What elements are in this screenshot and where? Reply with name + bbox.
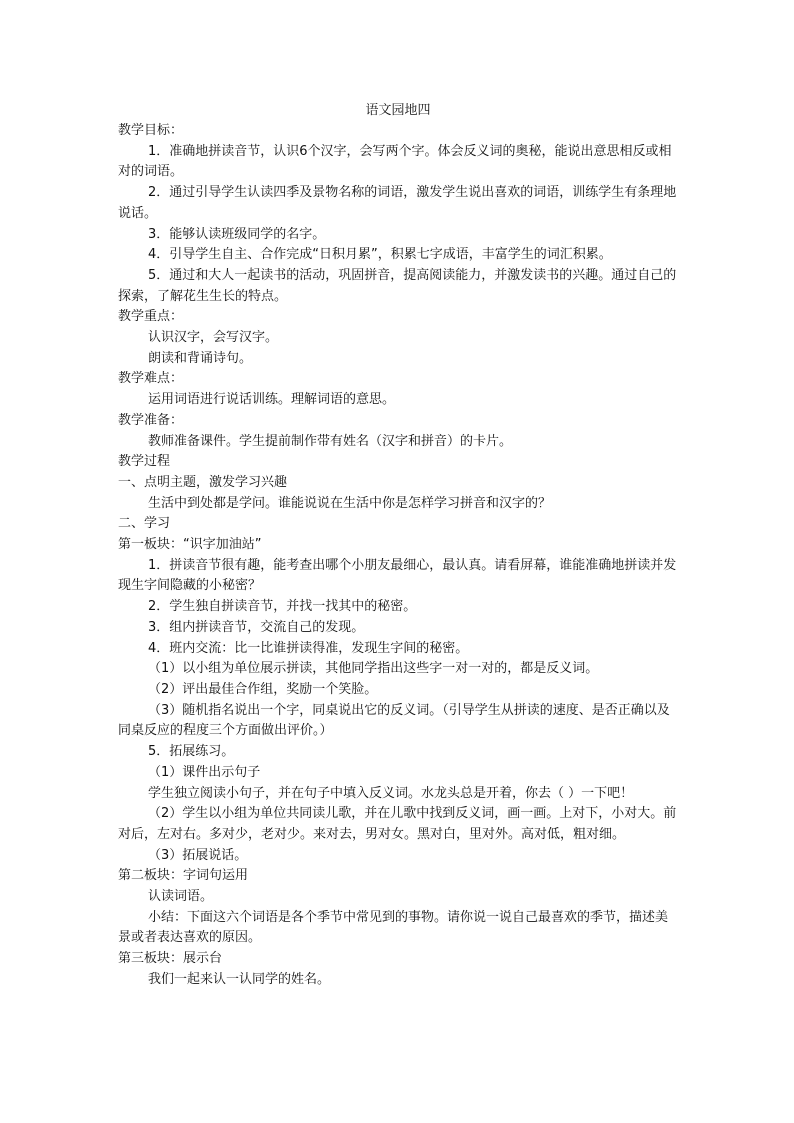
paragraph: （2）学生以小组为单位共同读儿歌，并在儿歌中找到反义词，画一画。上对下，小对大。前对后，左对右。多对少，老对少。来对去，男对女。黑对白，里对外。高对低，粗对细。 bbox=[118, 806, 677, 842]
paragraph: 教师准备课件。学生提前制作带有姓名（汉字和拼音）的卡片。 bbox=[148, 433, 513, 449]
paragraph: （1）课件出示句子 bbox=[148, 764, 261, 780]
paragraph: 认识汉字，会写汉字。 bbox=[148, 330, 279, 346]
paragraph: 4．引导学生自主、合作完成“日积月累”，积累七字成语，丰富学生的词汇积累。 bbox=[148, 247, 612, 263]
section-heading: 一、点明主题，激发学习兴趣 bbox=[118, 474, 288, 490]
section-heading: 教学难点： bbox=[118, 371, 184, 387]
paragraph: （2）评出最佳合作组，奖励一个笑脸。 bbox=[148, 681, 378, 697]
paragraph: 生活中到处都是学问。谁能说说在生活中你是怎样学习拼音和汉字的？ bbox=[148, 495, 552, 511]
paragraph: 3．能够认读班级同学的名字。 bbox=[148, 226, 326, 242]
document-page bbox=[118, 101, 678, 991]
section-heading: 教学过程 bbox=[118, 454, 171, 470]
section-heading: 第二板块：字词句运用 bbox=[118, 868, 249, 884]
section-heading: 教学重点： bbox=[118, 309, 184, 325]
document-body bbox=[118, 121, 678, 991]
document-title: 语文园地四 bbox=[365, 103, 431, 118]
paragraph: 朗读和背诵诗句。 bbox=[148, 350, 253, 366]
section-heading: 第三板块：展示台 bbox=[118, 951, 223, 967]
paragraph: 3．组内拼读音节，交流自己的发现。 bbox=[148, 619, 365, 635]
paragraph: 1．准确地拼读音节，认识6个汉字，会写两个字。体会反义词的奥秘，能说出意思相反或相对的词语。 bbox=[118, 143, 672, 180]
section-heading: 教学准备： bbox=[118, 412, 184, 428]
paragraph: 学生独立阅读小句子，并在句子中填入反义词。水龙头总是开着，你去（ ）一下吧！ bbox=[148, 785, 634, 801]
paragraph: 5．拓展练习。 bbox=[148, 744, 235, 760]
paragraph: （1）以小组为单位展示拼读，其他同学指出这些字一对一对的，都是反义词。 bbox=[148, 661, 599, 677]
section-heading: 教学目标： bbox=[118, 123, 184, 138]
paragraph: （3）拓展说话。 bbox=[148, 847, 248, 863]
paragraph: 1．拼读音节很有趣，能考查出哪个小朋友最细心，最认真。请看屏幕，谁能准确地拼读并发现生字间隐藏的小秘密？ bbox=[118, 557, 677, 594]
section-heading: 二、学习 bbox=[118, 516, 171, 532]
paragraph: 2．通过引导学生认读四季及景物名称的词语，激发学生说出喜欢的词语，训练学生有条理地说话。 bbox=[118, 185, 677, 221]
paragraph: 4．班内交流：比一比谁拼读得准，发现生字间的秘密。 bbox=[148, 640, 469, 656]
paragraph: 运用词语进行说话训练。理解词语的意思。 bbox=[148, 392, 396, 408]
paragraph: 2．学生独自拼读音节，并找一找其中的秘密。 bbox=[148, 599, 417, 615]
section-heading: 第一板块：“识字加油站” bbox=[118, 537, 262, 553]
paragraph: 小结：下面这六个词语是各个季节中常见到的事物。请你说一说自己最喜欢的季节，描述美景或者表达喜欢的原因。 bbox=[118, 909, 669, 946]
paragraph: 我们一起来认一认同学的姓名。 bbox=[148, 971, 331, 987]
paragraph: 认读词语。 bbox=[148, 889, 214, 905]
paragraph: 5．通过和大人一起读书的活动，巩固拼音，提高阅读能力，并激发读书的兴趣。通过自己的探索，了解花生生长的特点。 bbox=[118, 267, 677, 304]
paragraph: （3）随机指名说出一个字，同桌说出它的反义词。（引导学生从拼读的速度、是否正确以及同桌反应的程度三个方面做出评价。） bbox=[118, 702, 670, 739]
